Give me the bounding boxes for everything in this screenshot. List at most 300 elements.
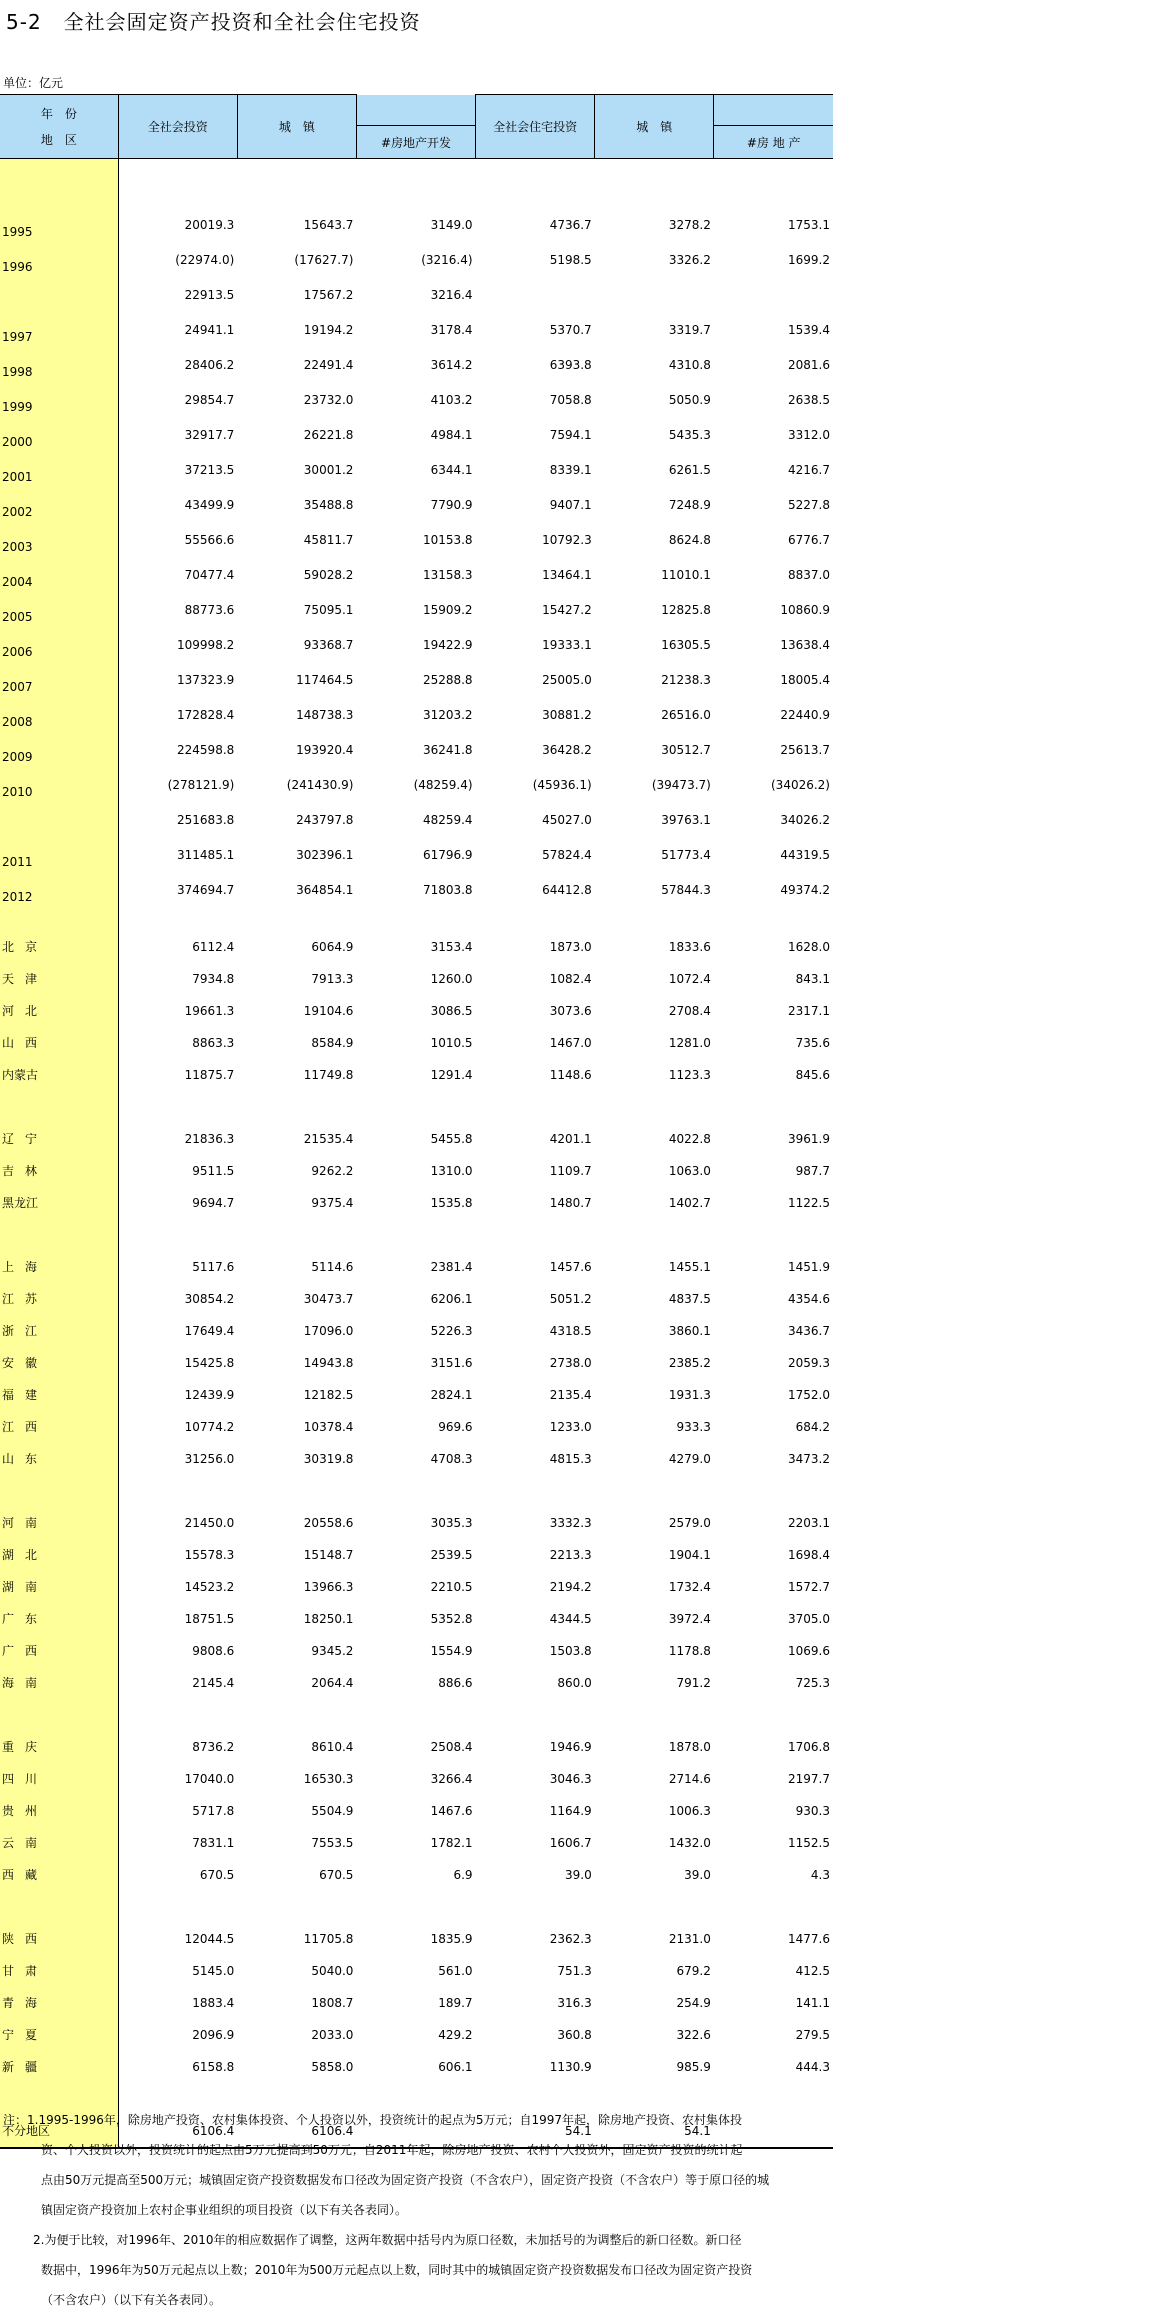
table-cell: 2385.2	[668, 1356, 711, 1370]
row-label-text: 1995	[2, 225, 33, 239]
table-cell: 1904.1	[668, 1548, 711, 1562]
table-cell: 17649.4	[184, 1324, 235, 1338]
table-row	[0, 1923, 833, 1955]
table-cell: 6106.4	[237, 2115, 356, 2148]
row-label	[0, 995, 118, 1027]
table-cell: 75095.1	[303, 603, 354, 617]
table-cell: 19661.3	[184, 1004, 235, 1018]
row-label-text: 甘肃	[2, 1964, 49, 1978]
table-cell: (39473.7)	[651, 778, 711, 792]
row-label-text: 2002	[2, 505, 33, 519]
table-cell: 1082.4	[549, 972, 592, 986]
row-label-text: 内蒙古	[2, 1068, 39, 1082]
table-cell: 3319.7	[668, 323, 711, 337]
table-cell: 1152.5	[788, 1836, 830, 1850]
table-cell: 55566.6	[184, 533, 235, 547]
table-cell: 311485.1	[177, 848, 235, 862]
table-cell: 13158.3	[422, 568, 473, 582]
row-label-text: 吉林	[2, 1164, 49, 1178]
row-label	[0, 1315, 118, 1347]
table-cell: 9808.6	[192, 1644, 235, 1658]
header-residential-investment: 全社会住宅投资	[476, 95, 595, 159]
footnote-line: 数据中，1996年为50万元起点以上数；2010年为500万元起点以上数，同时其中的城镇固定资产投资数据发布口径改为固定资产投资	[41, 2263, 753, 2277]
table-cell: 3149.0	[430, 218, 473, 232]
table-cell: 3961.9	[788, 1132, 830, 1146]
table-cell: 2539.5	[430, 1548, 473, 1562]
row-label	[0, 1827, 118, 1859]
spacer-cell	[595, 1891, 714, 1923]
spacer-cell	[237, 1891, 356, 1923]
header-real-estate-development: #房地产开发	[356, 126, 475, 159]
spacer-cell	[476, 1091, 595, 1123]
table-row	[0, 794, 833, 829]
row-label	[0, 759, 118, 799]
table-cell: 5858.0	[311, 2060, 354, 2074]
table-row	[0, 1763, 833, 1795]
spacer-cell	[714, 1091, 833, 1123]
table-cell: 1010.5	[430, 1036, 473, 1050]
spacer-row	[0, 1219, 833, 1251]
row-label	[0, 199, 118, 239]
spacer-cell	[714, 159, 833, 200]
table-cell: 561.0	[438, 1964, 473, 1978]
table-row	[0, 759, 833, 794]
table-row	[0, 584, 833, 619]
table-row	[0, 234, 833, 269]
row-label-text: 安徽	[2, 1356, 49, 1370]
row-label-text: 江苏	[2, 1292, 49, 1306]
table-cell: 26221.8	[303, 428, 354, 442]
table-cell: 1122.5	[788, 1196, 830, 1210]
table-cell: 25288.8	[422, 673, 473, 687]
table-cell: 1835.9	[430, 1932, 473, 1946]
table-cell: 1833.6	[668, 940, 711, 954]
table-cell: 6.9	[453, 1868, 473, 1882]
table-cell: 15148.7	[303, 1548, 354, 1562]
table-cell: 1310.0	[430, 1164, 473, 1178]
table-cell: 4815.3	[549, 1452, 592, 1466]
row-label	[0, 1443, 118, 1475]
spacer-cell	[595, 1219, 714, 1251]
table-cell: 7058.8	[549, 393, 592, 407]
table-row	[0, 1955, 833, 1987]
table-cell: 2210.5	[430, 1580, 473, 1594]
table-cell: 9345.2	[311, 1644, 354, 1658]
row-label-text: 2000	[2, 435, 33, 449]
spacer-cell	[0, 1091, 118, 1123]
table-cell: 6112.4	[192, 940, 235, 954]
row-label-text: 1997	[2, 330, 33, 344]
table-cell: 5370.7	[549, 323, 592, 337]
table-cell: 7594.1	[549, 428, 592, 442]
table-cell: 1467.0	[549, 1036, 592, 1050]
table-cell: 791.2	[676, 1676, 711, 1690]
table-cell: 3151.6	[430, 1356, 473, 1370]
spacer-cell	[356, 159, 475, 200]
row-label-text: 河南	[2, 1516, 49, 1530]
spacer-cell	[118, 1219, 237, 1251]
row-label	[0, 689, 118, 729]
table-cell: 20019.3	[184, 218, 235, 232]
table-row	[0, 1603, 833, 1635]
row-label	[0, 1763, 118, 1795]
row-label	[0, 1059, 118, 1091]
table-cell: (3216.4)	[421, 253, 473, 267]
table-row	[0, 931, 833, 963]
footnote-line: 2.为便于比较，对1996年、2010年的相应数据作了调整，这两年数据中括号内为原口径数，未加括号的为调整后的新口径数。新口径	[33, 2233, 742, 2247]
table-cell: 1808.7	[311, 1996, 354, 2010]
row-label	[0, 549, 118, 589]
table-cell: 279.5	[795, 2028, 830, 2042]
table-cell: 3860.1	[668, 1324, 711, 1338]
row-label	[0, 304, 118, 344]
table-cell: 4318.5	[549, 1324, 592, 1338]
table-cell: 30473.7	[303, 1292, 354, 1306]
table-row	[0, 1283, 833, 1315]
table-cell: 45811.7	[303, 533, 354, 547]
table-cell: 10153.8	[422, 533, 473, 547]
table-cell: 2708.4	[668, 1004, 711, 1018]
row-label	[0, 269, 118, 304]
table-cell: 30854.2	[184, 1292, 235, 1306]
row-label	[0, 1667, 118, 1699]
row-label-text: 江西	[2, 1420, 49, 1434]
table-cell: (34026.2)	[771, 778, 830, 792]
row-label	[0, 1187, 118, 1219]
row-label	[0, 1379, 118, 1411]
table-row	[0, 1443, 833, 1475]
row-label-text: 2012	[2, 890, 33, 904]
row-label-text: 2005	[2, 610, 33, 624]
table-cell: 9511.5	[192, 1164, 235, 1178]
row-label	[0, 514, 118, 554]
row-label-text: 青海	[2, 1996, 49, 2010]
table-cell: 2213.3	[549, 1548, 592, 1562]
table-row	[0, 654, 833, 689]
table-cell: 4344.5	[549, 1612, 592, 1626]
row-label	[0, 1539, 118, 1571]
table-cell: 1451.9	[788, 1260, 830, 1274]
table-cell: 43499.9	[184, 498, 235, 512]
table-cell: 444.3	[795, 2060, 830, 2074]
spacer-cell	[118, 1699, 237, 1731]
table-cell: 412.5	[795, 1964, 830, 1978]
spacer-cell	[595, 1699, 714, 1731]
row-label-text: 云南	[2, 1836, 49, 1850]
table-cell: 4310.8	[668, 358, 711, 372]
table-cell: 2508.4	[430, 1740, 473, 1754]
table-cell: 3086.5	[430, 1004, 473, 1018]
table-row	[0, 444, 833, 479]
table-cell: 21836.3	[184, 1132, 235, 1146]
table-cell: 224598.8	[177, 743, 235, 757]
table-cell: 15425.8	[184, 1356, 235, 1370]
table-cell: 12182.5	[303, 1388, 354, 1402]
row-label	[0, 963, 118, 995]
table-cell: 679.2	[676, 1964, 711, 1978]
table-cell: 2714.6	[668, 1772, 711, 1786]
table-cell: 1291.4	[430, 1068, 473, 1082]
table-cell: 17040.0	[184, 1772, 235, 1786]
table-cell: 5717.8	[192, 1804, 235, 1818]
table-cell: 11705.8	[303, 1932, 354, 1946]
table-cell: 302396.1	[296, 848, 354, 862]
table-cell: (278121.9)	[167, 778, 235, 792]
table-cell: 88773.6	[184, 603, 235, 617]
table-cell: 8624.8	[668, 533, 711, 547]
table-cell: (45936.1)	[532, 778, 592, 792]
table-row	[0, 1827, 833, 1859]
row-label-text: 广东	[2, 1612, 49, 1626]
row-label-text: 陕西	[2, 1932, 49, 1946]
spacer-cell	[118, 159, 237, 200]
table-cell: 1164.9	[549, 1804, 592, 1818]
table-row	[0, 549, 833, 584]
table-cell: 1753.1	[788, 218, 830, 232]
table-row	[0, 1987, 833, 2019]
table-cell: 39.0	[564, 1868, 592, 1882]
table-cell: 9262.2	[311, 1164, 354, 1178]
table-cell: 36241.8	[422, 743, 473, 757]
spacer-cell	[476, 1891, 595, 1923]
table-cell: 7934.8	[192, 972, 235, 986]
row-label	[0, 1955, 118, 1987]
row-label-text: 2008	[2, 715, 33, 729]
table-cell: 31203.2	[422, 708, 473, 722]
table-cell: 1628.0	[788, 940, 830, 954]
table-row	[0, 1507, 833, 1539]
table-cell: 322.6	[676, 2028, 711, 2042]
row-label-text: 福建	[2, 1388, 49, 1402]
table-cell: 1069.6	[788, 1644, 830, 1658]
spacer-row	[0, 159, 833, 200]
table-cell: 1178.8	[668, 1644, 711, 1658]
row-label	[0, 1731, 118, 1763]
table-cell: 15427.2	[542, 603, 592, 617]
row-label-text: 北京	[2, 940, 49, 954]
row-label	[0, 1923, 118, 1955]
table-cell: 5050.9	[668, 393, 711, 407]
table-cell: 71803.8	[422, 883, 473, 897]
table-cell: 30512.7	[661, 743, 711, 757]
table-cell: 6344.1	[430, 463, 473, 477]
row-label-text: 不分地区	[2, 2124, 51, 2138]
table-cell: 2059.3	[788, 1356, 830, 1370]
table-cell: (22974.0)	[175, 253, 235, 267]
table-row	[0, 479, 833, 514]
table-cell: 886.6	[438, 1676, 473, 1690]
row-label-text: 2001	[2, 470, 33, 484]
spacer-cell	[0, 1219, 118, 1251]
table-cell: 5455.8	[430, 1132, 473, 1146]
table-header	[0, 95, 833, 159]
table-cell: 4.3	[810, 1868, 830, 1882]
spacer-cell	[237, 159, 356, 200]
row-label-text: 西藏	[2, 1868, 49, 1882]
table-cell: 1455.1	[668, 1260, 711, 1274]
table-cell: 251683.8	[177, 813, 235, 827]
table-cell: 30319.8	[303, 1452, 354, 1466]
table-cell: 16530.3	[303, 1772, 354, 1786]
row-label-text: 2011	[2, 855, 33, 869]
header-total-investment: 全社会投资	[118, 95, 237, 159]
page-title	[6, 6, 421, 35]
row-label-text: 上海	[2, 1260, 49, 1274]
spacer-cell	[356, 1699, 475, 1731]
row-label	[0, 724, 118, 764]
spacer-cell	[0, 1475, 118, 1507]
row-label	[0, 234, 118, 274]
spacer-cell	[714, 899, 833, 931]
table-cell: 4216.7	[788, 463, 830, 477]
row-label	[0, 1123, 118, 1155]
table-cell: 3073.6	[549, 1004, 592, 1018]
footnotes	[3, 2105, 833, 2315]
spacer-cell	[595, 1475, 714, 1507]
footnote-line: 镇固定资产投资加上农村企事业组织的项目投资（以下有关各表同）。	[41, 2203, 408, 2217]
spacer-row	[0, 1475, 833, 1507]
table-cell: 1123.3	[668, 1068, 711, 1082]
table-cell: 22440.9	[780, 708, 830, 722]
spacer-cell	[356, 1891, 475, 1923]
table-cell: 4736.7	[549, 218, 592, 232]
table-row	[0, 1635, 833, 1667]
spacer-row	[0, 1699, 833, 1731]
spacer-cell	[595, 1091, 714, 1123]
table-cell: 1281.0	[668, 1036, 711, 1050]
table-cell: 2579.0	[668, 1516, 711, 1530]
table-cell: 15643.7	[303, 218, 354, 232]
table-cell: 15909.2	[422, 603, 473, 617]
table-cell: 2638.5	[788, 393, 830, 407]
footnote-line: 资、个人投资以外，投资统计的起点由5万元提高到50万元；自2011年起，除房地产投资、农村个人投资外，固定资产投资的统计起	[41, 2143, 743, 2157]
table-cell: 5352.8	[430, 1612, 473, 1626]
table-row	[0, 1667, 833, 1699]
spacer-cell	[237, 1091, 356, 1123]
table-cell: 5226.3	[430, 1324, 473, 1338]
row-label	[0, 409, 118, 449]
header-urban-residential: 城 镇	[595, 95, 714, 159]
table-cell: 21535.4	[303, 1132, 354, 1146]
table-cell: 16305.5	[661, 638, 711, 652]
header-region-label: 地 区	[40, 132, 77, 147]
table-row	[0, 2019, 833, 2051]
table-cell: 35488.8	[303, 498, 354, 512]
table-row	[0, 2051, 833, 2083]
table-cell: 4708.3	[430, 1452, 473, 1466]
footnote-2	[3, 2225, 833, 2315]
table-cell: 930.3	[795, 1804, 830, 1818]
table-cell: 243797.8	[296, 813, 354, 827]
row-label-text: 2009	[2, 750, 33, 764]
table-cell: 1752.0	[788, 1388, 830, 1402]
table-cell: 360.8	[557, 2028, 592, 2042]
spacer-cell	[476, 1219, 595, 1251]
table-cell: 4201.1	[549, 1132, 592, 1146]
table-cell: 3972.4	[668, 1612, 711, 1626]
table-row	[0, 619, 833, 654]
table-cell: 969.6	[438, 1420, 473, 1434]
table-row	[0, 864, 833, 899]
spacer-cell	[237, 899, 356, 931]
table-cell: 17096.0	[303, 1324, 354, 1338]
table-row	[0, 1795, 833, 1827]
table-cell: 1873.0	[549, 940, 592, 954]
table-cell: 5117.6	[192, 1260, 235, 1274]
table-cell: 1606.7	[549, 1836, 592, 1850]
spacer-cell	[0, 1699, 118, 1731]
table-cell: 7248.9	[668, 498, 711, 512]
spacer-cell	[476, 1699, 595, 1731]
table-cell: 1457.6	[549, 1260, 592, 1274]
table-cell: 57844.3	[661, 883, 711, 897]
table-cell: 374694.7	[177, 883, 235, 897]
table-cell: 36428.2	[542, 743, 592, 757]
row-label-text: 宁夏	[2, 2028, 49, 2042]
header-year-label: 年 份	[40, 106, 77, 121]
table-cell: 34026.2	[780, 813, 830, 827]
table-cell: 4022.8	[668, 1132, 711, 1146]
table-cell: 6776.7	[788, 533, 830, 547]
table-cell: 3266.4	[430, 1772, 473, 1786]
spacer-cell	[237, 1219, 356, 1251]
row-label-text: 天津	[2, 972, 49, 986]
table-cell: 17567.2	[303, 288, 354, 302]
table-cell: 1931.3	[668, 1388, 711, 1402]
row-label-text: 辽宁	[2, 1132, 49, 1146]
table-cell: 37213.5	[184, 463, 235, 477]
table-row	[0, 304, 833, 339]
table-cell: 5040.0	[311, 1964, 354, 1978]
table-cell: 3312.0	[788, 428, 830, 442]
table-cell: 2824.1	[430, 1388, 473, 1402]
table-cell: 1260.0	[430, 972, 473, 986]
row-label	[0, 829, 118, 869]
table-cell: 2131.0	[668, 1932, 711, 1946]
row-label	[0, 2051, 118, 2083]
table-cell: (241430.9)	[286, 778, 354, 792]
header-residential-real-estate: #房 地 产	[714, 126, 833, 159]
row-label-text: 四川	[2, 1772, 49, 1786]
table-cell: 19422.9	[422, 638, 473, 652]
row-label	[0, 1027, 118, 1059]
row-label-text: 黑龙江	[2, 1196, 39, 1210]
spacer-cell	[476, 899, 595, 931]
footnote-line: 注：1.1995-1996年，除房地产投资、农村集体投资、个人投资以外，投资统计的起点为5万元；自1997年起，除房地产投资、农村集体投	[3, 2113, 743, 2127]
table-row	[0, 1571, 833, 1603]
header-year-region	[0, 95, 118, 159]
table-row	[0, 1347, 833, 1379]
table-cell: 5435.3	[668, 428, 711, 442]
table-cell: 6393.8	[549, 358, 592, 372]
table-cell: 2145.4	[192, 1676, 235, 1690]
table-cell: 725.3	[795, 1676, 830, 1690]
spacer-cell	[237, 1475, 356, 1507]
table-row	[0, 1539, 833, 1571]
table-cell: 29854.7	[184, 393, 235, 407]
table-cell: 10860.9	[780, 603, 830, 617]
spacer-cell	[714, 1475, 833, 1507]
table-cell: 30881.2	[542, 708, 592, 722]
table-cell: 13966.3	[303, 1580, 354, 1594]
table-cell: 1698.4	[788, 1548, 830, 1562]
table-cell: 10792.3	[542, 533, 592, 547]
table-cell: 843.1	[795, 972, 830, 986]
table-row	[0, 1411, 833, 1443]
spacer-cell	[0, 159, 118, 200]
table-cell: 670.5	[319, 1868, 354, 1882]
table-cell: 2738.0	[549, 1356, 592, 1370]
